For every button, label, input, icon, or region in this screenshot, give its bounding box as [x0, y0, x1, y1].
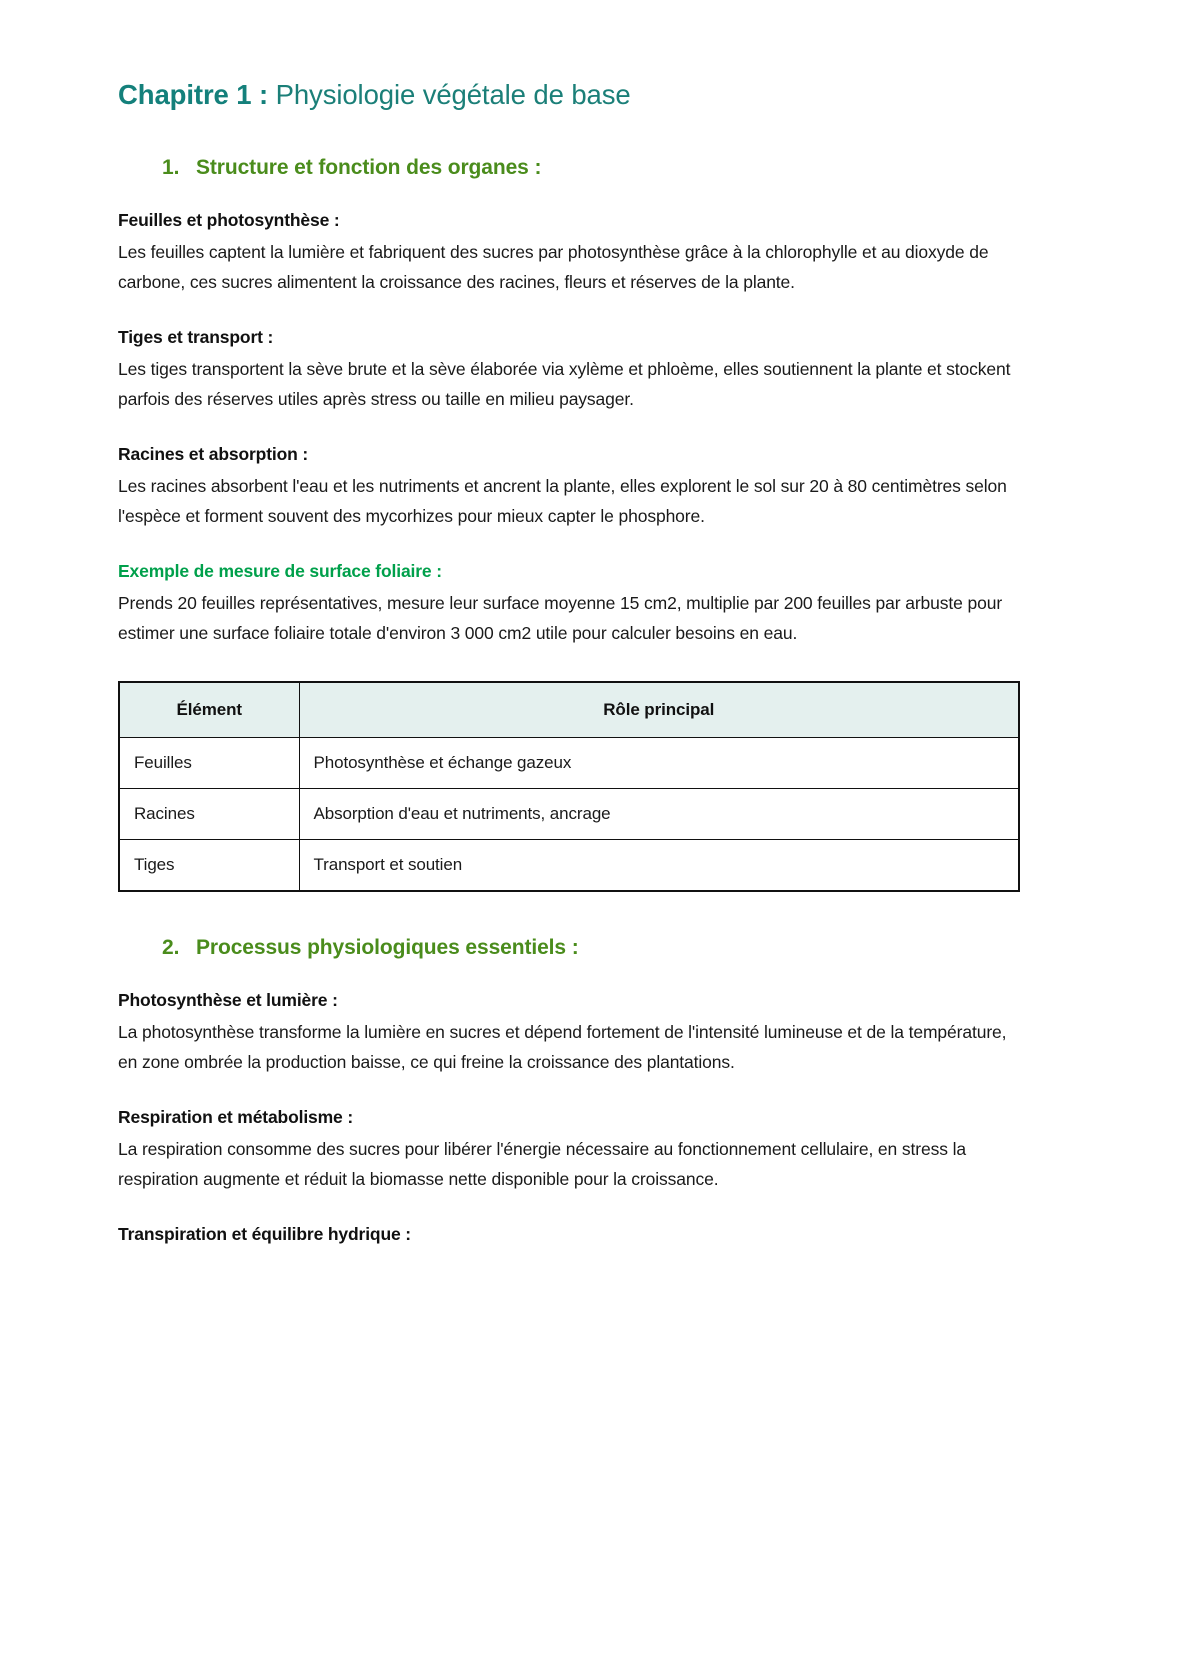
content-block-racines: [118, 443, 1082, 531]
content-block-transpiration: [118, 1223, 1082, 1246]
table-cell-element: Tiges: [119, 840, 299, 892]
subheading-photosynthese-lumiere: Photosynthèse et lumière :: [118, 990, 338, 1011]
paragraph-tiges: Les tiges transportent la sève brute et la sève élaborée via xylème et phloème, elles soutiennent la plante et stockent parfois des réserves utiles après stress ou taille en milieu paysager.: [118, 359, 1011, 410]
section-number-2: 2.: [162, 936, 180, 960]
table-row: [119, 789, 1019, 840]
paragraph-respiration-metabolisme: La respiration consomme des sucres pour libérer l'énergie nécessaire au fonctionnement cellulaire, en stress la respiration augmente et réduit la biomasse nette disponible pour la croissance.: [118, 1138, 966, 1189]
organes-table: [118, 681, 1020, 892]
table-header-role: Rôle principal: [299, 682, 1019, 738]
content-block-respiration: [118, 1106, 1082, 1194]
paragraph-feuilles: Les feuilles captent la lumière et fabriquent des sucres par photosynthèse grâce à la chlorophylle et au dioxyde de carbone, ces sucres alimentent la croissance des racines, fleurs et réserves de la plante.: [118, 242, 989, 293]
paragraph-racines: Les racines absorbent l'eau et les nutriments et ancrent la plante, elles explorent le sol sur 20 à 80 centimètres selon l'espèce et forment souvent des mycorhizes pour mieux capter le phosphore.: [118, 476, 1007, 527]
table-cell-element: Feuilles: [119, 738, 299, 789]
table-row: [119, 738, 1019, 789]
paragraph-exemple-mesure: Prends 20 feuilles représentatives, mesure leur surface moyenne 15 cm2, multiplie par 200 feuilles par arbuste pour estimer une surface foliaire totale d'environ 3 000 cm2 utile pour calculer besoins en eau.: [118, 592, 1003, 644]
table-cell-role: Absorption d'eau et nutriments, ancrage: [299, 789, 1019, 840]
subheading-feuilles: Feuilles et photosynthèse :: [118, 210, 340, 231]
section-label-1: Structure et fonction des organes :: [196, 156, 542, 180]
subheading-exemple-mesure: Exemple de mesure de surface foliaire :: [118, 561, 442, 582]
table-row: [119, 840, 1019, 892]
section-label-2: Processus physiologiques essentiels :: [196, 936, 579, 960]
page-title-rest: Physiologie végétale de base: [268, 79, 631, 110]
page-title: [118, 78, 1082, 112]
section-heading-2: [118, 936, 1082, 960]
content-block-exemple: [118, 560, 1082, 648]
table-cell-role: Transport et soutien: [299, 840, 1019, 892]
subheading-tiges: Tiges et transport :: [118, 327, 274, 348]
paragraph-photosynthese-lumiere: La photosynthèse transforme la lumière en sucres et dépend fortement de l'intensité lumineuse et de la température, en zone ombrée la production baisse, ce qui freine la croissance des plantations.: [118, 1021, 1007, 1072]
section-heading-1: [118, 156, 1082, 180]
table-header-row: [119, 682, 1019, 738]
subheading-respiration-metabolisme: Respiration et métabolisme :: [118, 1107, 354, 1128]
table-header-element: Élément: [119, 682, 299, 738]
subheading-transpiration-hydrique: Transpiration et équilibre hydrique :: [118, 1224, 411, 1244]
content-block-tiges: [118, 326, 1082, 414]
section-number-1: 1.: [162, 156, 180, 180]
subheading-racines: Racines et absorption :: [118, 444, 309, 465]
table-cell-element: Racines: [119, 789, 299, 840]
content-block-photosynthese: [118, 989, 1082, 1077]
page-title-prefix: Chapitre 1 :: [118, 79, 269, 110]
content-block-feuilles: [118, 209, 1082, 297]
table-cell-role: Photosynthèse et échange gazeux: [299, 738, 1019, 789]
